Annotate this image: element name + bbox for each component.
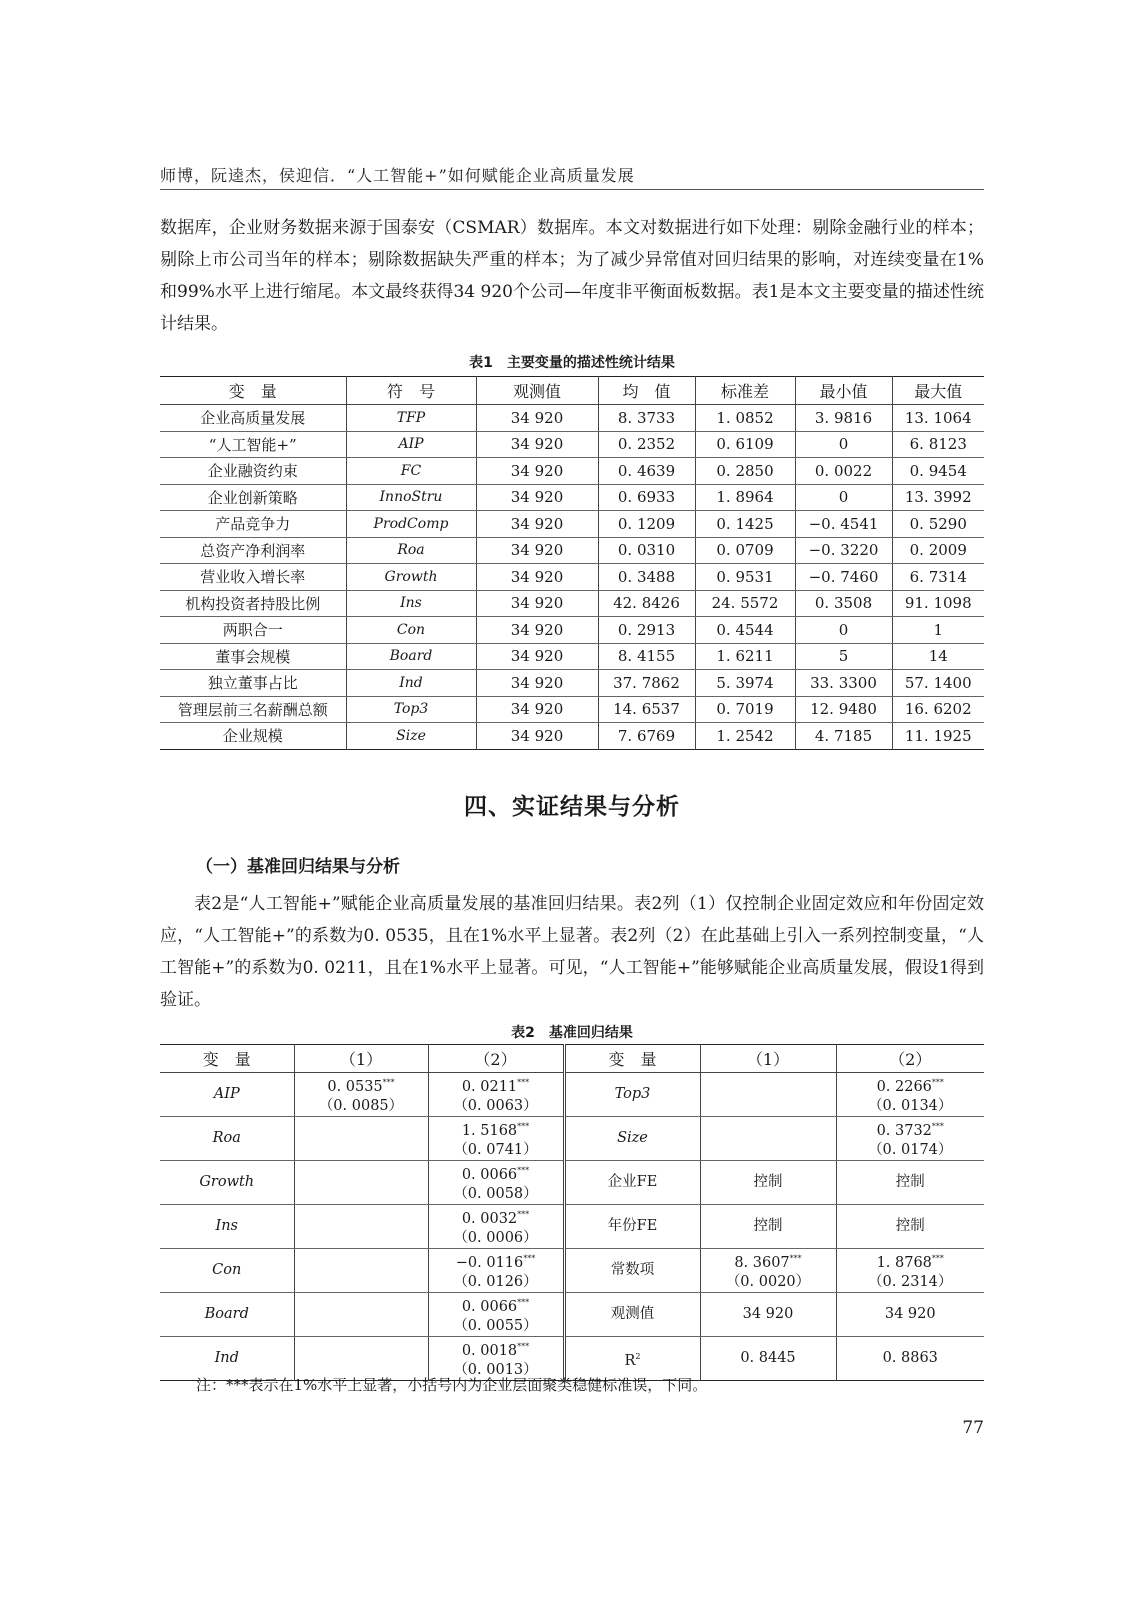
variable-name-cell: 企业高质量发展 xyxy=(160,405,346,432)
coefficient-cell xyxy=(700,1073,836,1117)
table2-header-cell: 变 量 xyxy=(564,1045,700,1073)
stat-cell: 6. 8123 xyxy=(892,431,984,458)
table2-row xyxy=(160,1293,984,1337)
paragraph-data-source: 数据库，企业财务数据来源于国泰安（CSMAR）数据库。本文对数据进行如下处理：剔除金融行业的样本；剔除上市公司当年的样本；剔除数据缺失严重的样本；为了减少异常值对回归结果的影响，对连续变量在1%和99%水平上进行缩尾。本文最终获得34 920个公司—年度非平衡面板数据。表1是本文主要变量的描述性统计结果。 xyxy=(160,218,984,334)
table1-header-cell: 变 量 xyxy=(160,377,346,405)
coefficient-number: 0. 0066 xyxy=(461,1299,518,1315)
variable-name-cell xyxy=(160,1117,294,1161)
table1-row xyxy=(160,405,984,432)
coefficient-value xyxy=(429,1337,563,1361)
symbol-cell: TFP xyxy=(346,405,476,432)
coefficient-cell xyxy=(700,1205,836,1249)
standard-error: （0. 0063） xyxy=(453,1098,538,1114)
significance-stars: *** xyxy=(931,1078,944,1087)
variable-name-cell xyxy=(160,1073,294,1117)
significance-stars: *** xyxy=(517,1166,530,1175)
coefficient-value xyxy=(429,1205,563,1229)
stat-cell: 1. 6211 xyxy=(695,643,795,670)
standard-error: （0. 0085） xyxy=(318,1098,404,1114)
stat-cell: 37. 7862 xyxy=(598,670,695,697)
table2-header-row xyxy=(160,1045,984,1073)
stat-cell: 34 920 xyxy=(476,723,598,750)
stat-cell: 1. 8964 xyxy=(695,484,795,511)
coefficient-cell xyxy=(428,1293,564,1337)
stat-cell: 34 920 xyxy=(476,643,598,670)
variable-name: 企业FE xyxy=(607,1174,658,1190)
coefficient-value xyxy=(837,1217,985,1236)
coefficient-cell xyxy=(700,1117,836,1161)
table2-header-cell: 变 量 xyxy=(160,1045,294,1073)
subsection-title: （一）基准回归结果与分析 xyxy=(196,857,400,877)
table1-row xyxy=(160,723,984,750)
stat-cell: 0. 3508 xyxy=(795,590,892,617)
coefficient-cell xyxy=(428,1161,564,1205)
variable-name: 常数项 xyxy=(610,1262,655,1278)
coefficient-cell xyxy=(428,1205,564,1249)
coefficient-value xyxy=(429,1293,563,1317)
symbol-cell: FC xyxy=(346,458,476,485)
stat-cell: −0. 3220 xyxy=(795,537,892,564)
table2-header-cell: （2） xyxy=(428,1045,564,1073)
coefficient-value xyxy=(837,1117,985,1141)
variable-name: Ins xyxy=(215,1218,238,1234)
coefficient-value xyxy=(701,1305,836,1324)
variable-name-cell: 产品竞争力 xyxy=(160,511,346,538)
coefficient-number: 0. 3732 xyxy=(876,1123,932,1139)
symbol-cell: InnoStru xyxy=(346,484,476,511)
coefficient-number: 0. 8863 xyxy=(882,1350,938,1366)
coefficient-cell xyxy=(836,1337,984,1381)
stat-cell: 6. 7314 xyxy=(892,564,984,591)
variable-name-cell: 独立董事占比 xyxy=(160,670,346,697)
coefficient-value xyxy=(701,1249,836,1273)
table2-header-cell: （1） xyxy=(700,1045,836,1073)
variable-name-cell xyxy=(564,1161,700,1205)
running-head: 师博，阮逵杰，侯迎信．“人工智能+”如何赋能企业高质量发展 xyxy=(160,166,635,185)
variable-name: Top3 xyxy=(614,1086,651,1102)
stat-cell: 13. 3992 xyxy=(892,484,984,511)
coefficient-cell xyxy=(294,1249,428,1293)
stat-cell: 34 920 xyxy=(476,511,598,538)
coefficient-value xyxy=(837,1173,985,1192)
coefficient-cell xyxy=(294,1205,428,1249)
variable-name: R xyxy=(624,1352,636,1369)
symbol-cell: Board xyxy=(346,643,476,670)
coefficient-cell xyxy=(700,1249,836,1293)
coefficient-number: 控制 xyxy=(753,1218,783,1234)
table1-row xyxy=(160,511,984,538)
section-title: 四、实证结果与分析 xyxy=(464,794,680,820)
coefficient-cell xyxy=(836,1205,984,1249)
page-number: 77 xyxy=(962,1418,984,1438)
stat-cell: 0. 9454 xyxy=(892,458,984,485)
stat-cell: −0. 4541 xyxy=(795,511,892,538)
coefficient-number: −0. 0116 xyxy=(455,1255,524,1271)
stat-cell: 0. 2913 xyxy=(598,617,695,644)
stat-cell: 34 920 xyxy=(476,564,598,591)
table2-header-cell: （2） xyxy=(836,1045,984,1073)
variable-name: 年份FE xyxy=(607,1218,658,1234)
coefficient-cell xyxy=(294,1117,428,1161)
variable-name-cell: “人工智能+” xyxy=(160,431,346,458)
table2-row xyxy=(160,1249,984,1293)
variable-name-cell xyxy=(564,1117,700,1161)
coefficient-number: 0. 0535 xyxy=(327,1079,383,1095)
coefficient-value xyxy=(295,1073,428,1097)
coefficient-cell xyxy=(428,1249,564,1293)
coefficient-number: 控制 xyxy=(753,1174,783,1190)
coefficient-cell xyxy=(700,1337,836,1381)
table1-header-cell: 最大值 xyxy=(892,377,984,405)
stat-cell: 0. 4639 xyxy=(598,458,695,485)
variable-name-cell: 企业创新策略 xyxy=(160,484,346,511)
variable-name-cell: 管理层前三名薪酬总额 xyxy=(160,696,346,723)
standard-error: （0. 0006） xyxy=(453,1230,538,1246)
table1-row xyxy=(160,431,984,458)
stat-cell: 0. 2352 xyxy=(598,431,695,458)
table1-header-row xyxy=(160,377,984,405)
stat-cell: 33. 3300 xyxy=(795,670,892,697)
table1-row xyxy=(160,458,984,485)
variable-name-cell xyxy=(160,1293,294,1337)
table1-header-cell: 均 值 xyxy=(598,377,695,405)
table1-header-cell: 最小值 xyxy=(795,377,892,405)
stat-cell: 14. 6537 xyxy=(598,696,695,723)
table2-row xyxy=(160,1161,984,1205)
stat-cell: 34 920 xyxy=(476,537,598,564)
stat-cell: 8. 4155 xyxy=(598,643,695,670)
coefficient-value xyxy=(837,1349,985,1368)
coefficient-number: 控制 xyxy=(895,1174,925,1190)
stat-cell: 0 xyxy=(795,617,892,644)
stat-cell: 0. 0310 xyxy=(598,537,695,564)
stat-cell: 13. 1064 xyxy=(892,405,984,432)
variable-name: Con xyxy=(212,1262,242,1278)
significance-stars: *** xyxy=(382,1078,395,1087)
stat-cell: 3. 9816 xyxy=(795,405,892,432)
variable-name-cell: 总资产净利润率 xyxy=(160,537,346,564)
significance-stars: *** xyxy=(789,1254,802,1263)
variable-name: Roa xyxy=(212,1130,241,1146)
superscript: 2 xyxy=(635,1351,641,1361)
standard-error: （0. 0020） xyxy=(725,1274,811,1290)
coefficient-number: 8. 3607 xyxy=(734,1255,790,1271)
coefficient-cell xyxy=(294,1293,428,1337)
coefficient-value xyxy=(837,1073,985,1097)
standard-error: （0. 0126） xyxy=(453,1274,538,1290)
standard-error: （0. 0741） xyxy=(453,1142,538,1158)
stat-cell: 1. 2542 xyxy=(695,723,795,750)
standard-error: （0. 2314） xyxy=(868,1274,953,1290)
variable-name: AIP xyxy=(213,1086,240,1102)
table1-row xyxy=(160,590,984,617)
table1-header-cell: 观测值 xyxy=(476,377,598,405)
coefficient-number: 0. 2266 xyxy=(876,1079,932,1095)
table1-row xyxy=(160,537,984,564)
table1-row xyxy=(160,643,984,670)
table1-row xyxy=(160,670,984,697)
table1-header-cell: 符 号 xyxy=(346,377,476,405)
stat-cell: 0. 9531 xyxy=(695,564,795,591)
significance-stars: *** xyxy=(517,1122,530,1131)
variable-name: Board xyxy=(204,1306,249,1322)
variable-name: Ind xyxy=(214,1350,239,1366)
symbol-cell: Size xyxy=(346,723,476,750)
coefficient-cell xyxy=(700,1161,836,1205)
symbol-cell: Ind xyxy=(346,670,476,697)
coefficient-cell xyxy=(700,1293,836,1337)
variable-name-cell: 两职合一 xyxy=(160,617,346,644)
coefficient-cell xyxy=(836,1117,984,1161)
stat-cell: 0. 7019 xyxy=(695,696,795,723)
stat-cell: 0 xyxy=(795,484,892,511)
significance-stars: *** xyxy=(517,1342,530,1351)
stat-cell: 0. 4544 xyxy=(695,617,795,644)
coefficient-value xyxy=(701,1173,836,1192)
coefficient-number: 34 920 xyxy=(884,1306,936,1322)
coefficient-value xyxy=(701,1217,836,1236)
stat-cell: 0. 6933 xyxy=(598,484,695,511)
coefficient-number: 0. 0066 xyxy=(461,1167,518,1183)
stat-cell: 0. 2850 xyxy=(695,458,795,485)
coefficient-value xyxy=(429,1117,563,1141)
stat-cell: 34 920 xyxy=(476,670,598,697)
variable-name: Growth xyxy=(199,1174,255,1190)
coefficient-cell xyxy=(836,1293,984,1337)
stat-cell: 14 xyxy=(892,643,984,670)
variable-name-cell: 董事会规模 xyxy=(160,643,346,670)
coefficient-value xyxy=(701,1349,836,1368)
table2-caption: 表2 基准回归结果 xyxy=(511,1025,633,1041)
significance-stars: *** xyxy=(517,1298,530,1307)
variable-name: 观测值 xyxy=(610,1306,655,1322)
variable-name-cell: 营业收入增长率 xyxy=(160,564,346,591)
variable-name: Size xyxy=(617,1130,648,1146)
coefficient-cell xyxy=(294,1161,428,1205)
coefficient-cell xyxy=(836,1161,984,1205)
coefficient-number: 1. 5168 xyxy=(461,1123,518,1139)
symbol-cell: AIP xyxy=(346,431,476,458)
stat-cell: 5. 3974 xyxy=(695,670,795,697)
stat-cell: 0. 5290 xyxy=(892,511,984,538)
table1-caption: 表1 主要变量的描述性统计结果 xyxy=(469,355,675,371)
significance-stars: *** xyxy=(517,1078,530,1087)
variable-name-cell xyxy=(160,1249,294,1293)
stat-cell: 5 xyxy=(795,643,892,670)
standard-error: （0. 0058） xyxy=(453,1186,538,1202)
coefficient-cell xyxy=(836,1073,984,1117)
coefficient-value xyxy=(429,1073,563,1097)
symbol-cell: Ins xyxy=(346,590,476,617)
stat-cell: 34 920 xyxy=(476,696,598,723)
stat-cell: 34 920 xyxy=(476,590,598,617)
coefficient-cell xyxy=(836,1249,984,1293)
stat-cell: 42. 8426 xyxy=(598,590,695,617)
symbol-cell: Top3 xyxy=(346,696,476,723)
significance-stars: *** xyxy=(931,1122,944,1131)
stat-cell: −0. 7460 xyxy=(795,564,892,591)
stat-cell: 24. 5572 xyxy=(695,590,795,617)
symbol-cell: Roa xyxy=(346,537,476,564)
coefficient-number: 34 920 xyxy=(742,1306,794,1322)
symbol-cell: Con xyxy=(346,617,476,644)
stat-cell: 34 920 xyxy=(476,431,598,458)
coefficient-cell xyxy=(294,1073,428,1117)
table1-row xyxy=(160,696,984,723)
significance-stars: *** xyxy=(517,1210,530,1219)
variable-name-cell xyxy=(564,1205,700,1249)
stat-cell: 91. 1098 xyxy=(892,590,984,617)
coefficient-number: 控制 xyxy=(895,1218,925,1234)
stat-cell: 12. 9480 xyxy=(795,696,892,723)
stat-cell: 34 920 xyxy=(476,405,598,432)
significance-stars: *** xyxy=(931,1254,944,1263)
variable-name-cell xyxy=(160,1205,294,1249)
coefficient-cell xyxy=(428,1073,564,1117)
coefficient-value xyxy=(837,1305,985,1324)
symbol-cell: Growth xyxy=(346,564,476,591)
stat-cell: 0. 2009 xyxy=(892,537,984,564)
table2-header-cell: （1） xyxy=(294,1045,428,1073)
table2-row xyxy=(160,1117,984,1161)
header-rule xyxy=(160,189,984,190)
coefficient-value xyxy=(429,1249,563,1273)
paragraph-baseline-results: 表2是“人工智能+”赋能企业高质量发展的基准回归结果。表2列（1）仅控制企业固定效应和年份固定效应，“人工智能+”的系数为0. 0535，且在1%水平上显著。表2列（2）在此基础上引入一系列控制变量，“人工智能+”的系数为0. 0211，且在1%水平上显著。可见，“人工智能+”能够赋能企业高质量发展，假设1得到验证。 xyxy=(160,894,984,1010)
stat-cell: 11. 1925 xyxy=(892,723,984,750)
stat-cell: 7. 6769 xyxy=(598,723,695,750)
table2-row xyxy=(160,1073,984,1117)
standard-error: （0. 0055） xyxy=(453,1318,538,1334)
standard-error: （0. 0134） xyxy=(868,1098,953,1114)
stat-cell: 16. 6202 xyxy=(892,696,984,723)
table1-row xyxy=(160,564,984,591)
variable-name-cell: 企业融资约束 xyxy=(160,458,346,485)
stat-cell: 1 xyxy=(892,617,984,644)
coefficient-number: 0. 0018 xyxy=(461,1343,518,1359)
stat-cell: 0 xyxy=(795,431,892,458)
variable-name-cell xyxy=(564,1293,700,1337)
stat-cell: 1. 0852 xyxy=(695,405,795,432)
table1-row xyxy=(160,617,984,644)
stat-cell: 34 920 xyxy=(476,617,598,644)
variable-name-cell xyxy=(564,1249,700,1293)
stat-cell: 0. 1425 xyxy=(695,511,795,538)
table1-row xyxy=(160,484,984,511)
stat-cell: 0. 6109 xyxy=(695,431,795,458)
standard-error: （0. 0013） xyxy=(453,1362,538,1378)
stat-cell: 0. 3488 xyxy=(598,564,695,591)
variable-name-cell xyxy=(564,1073,700,1117)
stat-cell: 4. 7185 xyxy=(795,723,892,750)
descriptive-statistics-table xyxy=(160,376,984,750)
significance-stars: *** xyxy=(523,1254,536,1263)
coefficient-cell xyxy=(428,1117,564,1161)
coefficient-value xyxy=(837,1249,985,1273)
table-note: 注：***表示在1%水平上显著，小括号内为企业层面聚类稳健标准误，下同。 xyxy=(196,1376,708,1394)
stat-cell: 0. 0022 xyxy=(795,458,892,485)
stat-cell: 8. 3733 xyxy=(598,405,695,432)
coefficient-number: 0. 0211 xyxy=(461,1079,518,1095)
stat-cell: 0. 0709 xyxy=(695,537,795,564)
baseline-regression-table xyxy=(160,1044,984,1381)
variable-name-cell: 企业规模 xyxy=(222,727,283,746)
coefficient-number: 0. 8445 xyxy=(740,1350,796,1366)
stat-cell: 34 920 xyxy=(476,458,598,485)
table2-row xyxy=(160,1205,984,1249)
coefficient-number: 0. 0032 xyxy=(461,1211,518,1227)
stat-cell: 57. 1400 xyxy=(892,670,984,697)
coefficient-value xyxy=(429,1161,563,1185)
symbol-cell: ProdComp xyxy=(346,511,476,538)
variable-name-cell xyxy=(160,1161,294,1205)
variable-name-cell: 机构投资者持股比例 xyxy=(160,590,346,617)
coefficient-number: 1. 8768 xyxy=(876,1255,932,1271)
stat-cell: 34 920 xyxy=(476,484,598,511)
stat-cell: 0. 1209 xyxy=(598,511,695,538)
table1-header-cell: 标准差 xyxy=(695,377,795,405)
standard-error: （0. 0174） xyxy=(868,1142,953,1158)
